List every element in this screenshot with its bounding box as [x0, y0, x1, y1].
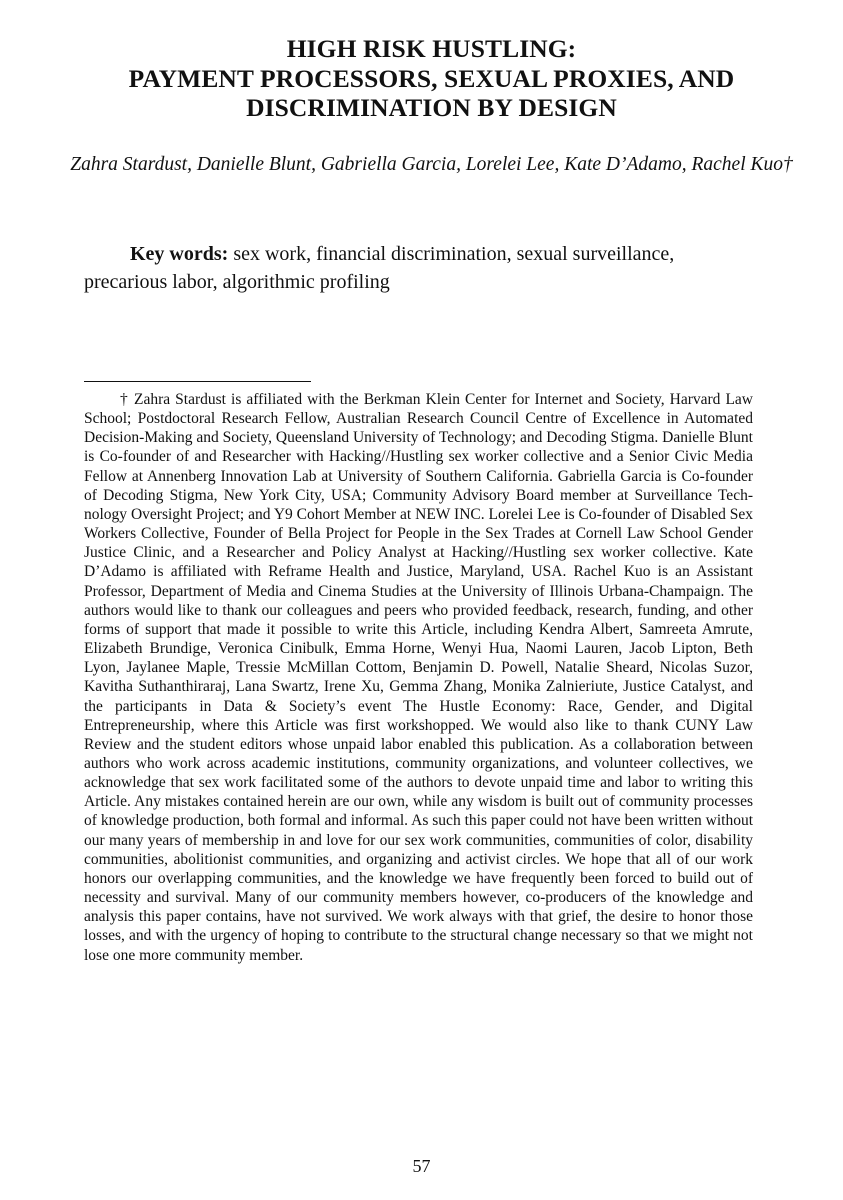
- keywords-text: sex work, financial discrimination, sexual surveillance, precarious labor, algorithmic profiling: [84, 243, 675, 293]
- page-number: 57: [412, 1156, 431, 1176]
- keywords-label: Key words:: [130, 243, 229, 265]
- keywords-paragraph: [84, 240, 759, 296]
- title-line: DISCRIMINATION BY DESIGN: [246, 93, 617, 122]
- author-list: Zahra Stardust, Danielle Blunt, Gabriella Garcia, Lorelei Lee, Kate D’Adamo, Rachel Kuo†: [70, 154, 793, 175]
- author-footnote: † Zahra Stardust is affiliated with the Berkman Klein Center for Internet and Society, Harvard Law School; Postdoctoral Research Fellow, Australian Research Council Centre of Excellence in Automated Decision-Making and Society, Queensland University of Technology; and Decoding Stigma. Danielle Blunt is Co-founder of and Researcher with Hacking//Hustling sex worker collective and a Senior Civic Media Fellow at Annenberg Innovation Lab at University of Southern California. Gabriella Garcia is Co-founder of Decoding Stigma, New York City, USA; Community Advisory Board member at Surveillance Technology Oversight Project; and Y9 Cohort Member at NEW INC. Lorelei Lee is Co-founder of Disabled Sex Workers Collective, Founder of Bella Project for People in the Sex Trades at Cornell Law School Gender Justice Clinic, and a Researcher and Policy Analyst at Hacking//Hustling sex worker collective. Kate D’Adamo is affiliated with Reframe Health and Justice, Maryland, USA. Rachel Kuo is an Assistant Professor, Department of Media and Cinema Studies at the University of Illinois Urbana-Champaign. The authors would like to thank our colleagues and peers who provided feedback, research, funding, and other forms of support that made it possible to write this Article, including Kendra Albert, Samreeta Amrute, Elizabeth Brundige, Veronica Cinibulk, Emma Horne, Wenyi Hua, Naomi Lauren, Jacob Lipton, Beth Lyon, Jaylanee Maple, Tressie McMillan Cottom, Benjamin D. Powell, Natalie Sheard, Nicolas Suzor, Kavitha Suthanthiraraj, Lana Swartz, Irene Xu, Gemma Zhang, Monika Zalnieriute, Justice Catalyst, and the participants in Data & Society’s event The Hustle Economy: Race, Gender, and Digital Entrepreneurship, where this Article was first workshopped. We would also like to thank CUNY Law Review and the student editors whose unpaid labor enabled this publication. As a collaboration between authors who work across academic institutions, community organizations, and volunteer collectives, we acknowledge that sex work facilitated some of the authors to devote unpaid time and labor to writing this Article. Any mistakes contained herein are our own, while any wisdom is built out of community processes of knowledge production, both formal and informal. As such this paper could not have been written without our many years of membership in and love for our sex work communities, communities of color, disability communities, abolitionist communities, and organizing and activist circles. We hope that all of our work honors our overlapping communities, and the knowledge we have frequently been forced to build out of necessity and survival. Many of our community members however, co-producers of the knowledge and analysis this paper contains, have not survived. We work always with that grief, the desire to honor those losses, and with the urgency of hoping to contribute to the structural change necessary so that we might not lose one more community member.: [84, 391, 753, 964]
- title-line: PAYMENT PROCESSORS, SEXUAL PROXIES, AND: [128, 63, 735, 93]
- article-title: [60, 34, 803, 123]
- footnote-divider: [84, 381, 311, 382]
- title-line: HIGH RISK HUSTLING:: [286, 34, 577, 63]
